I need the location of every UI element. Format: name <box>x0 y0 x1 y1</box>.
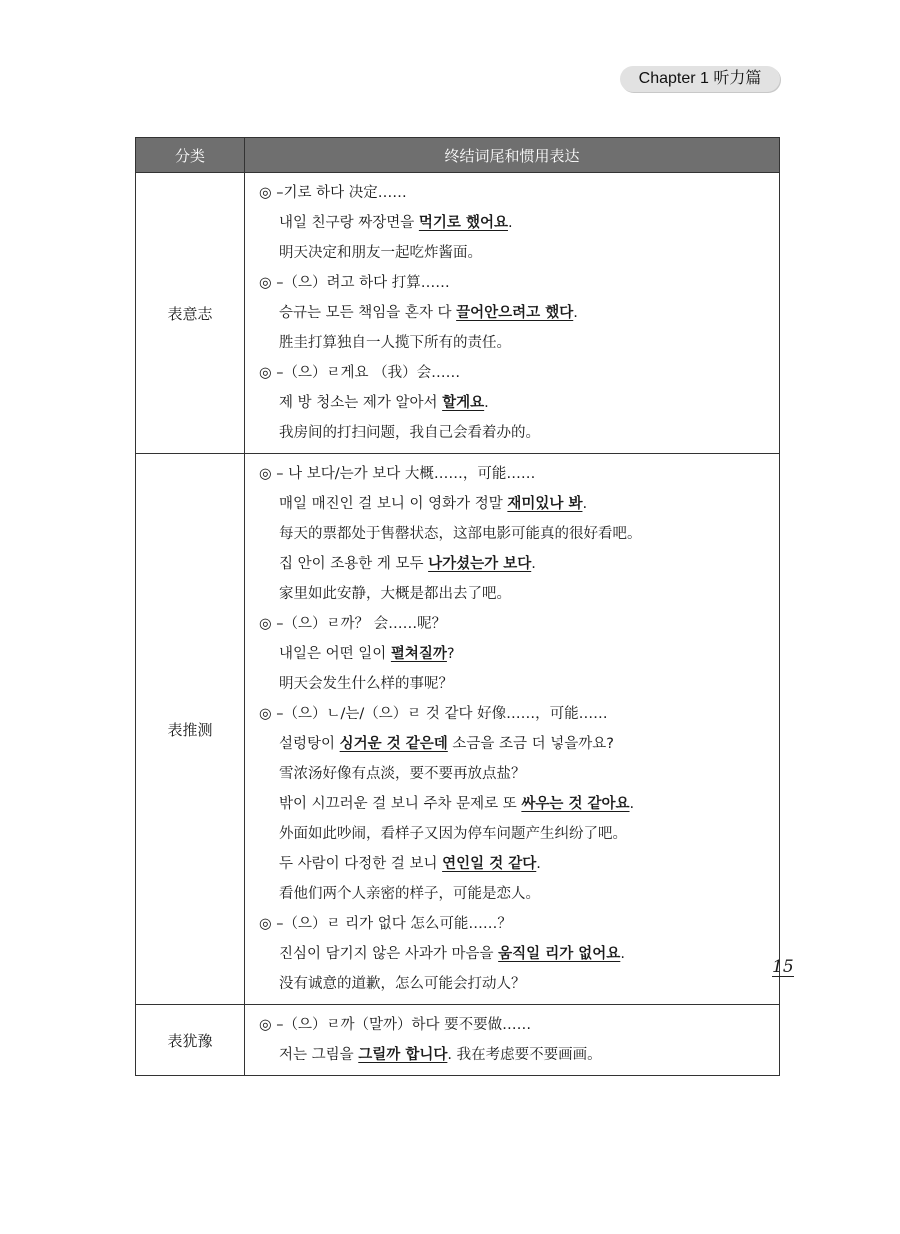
table-row <box>136 173 780 454</box>
example-line <box>259 639 769 669</box>
example-text-tail: . <box>582 496 588 512</box>
example-text-tail: ? <box>446 646 455 662</box>
highlighted-expression: 그릴까 합니다 <box>358 1047 448 1063</box>
example-text: 매일 매진인 걸 보니 이 영화가 정말 <box>279 496 508 512</box>
highlighted-expression: 연인일 것 같다 <box>442 856 537 872</box>
example-text: 每天的票都处于售罄状态，这部电影可能真的很好看吧。 <box>279 526 642 542</box>
example-text-tail: . 我在考虑要不要画画。 <box>447 1047 602 1063</box>
highlighted-expression: 움직일 리가 없어요 <box>498 946 621 962</box>
example-text: 진심이 담기지 않은 사과가 마음을 <box>279 946 499 962</box>
example-text-tail: . <box>507 215 513 231</box>
example-line <box>259 849 769 879</box>
example-line <box>259 238 769 268</box>
example-text: 明天决定和朋友一起吃炸酱面。 <box>279 245 482 261</box>
example-text: 저는 그림을 <box>279 1047 359 1063</box>
example-line <box>259 519 769 549</box>
example-text-tail: . <box>531 556 536 572</box>
highlighted-expression: 싱거운 것 같은데 <box>339 736 448 752</box>
pattern-line: ◎ –（으）ㄹ게요 （我）会…… <box>259 365 461 381</box>
example-text: 明天会发生什么样的事呢？ <box>279 676 453 692</box>
highlighted-expression: 먹기로 했어요 <box>418 215 508 231</box>
example-line <box>259 549 769 579</box>
example-line <box>259 298 769 328</box>
example-text: 승규는 모든 책임을 혼자 다 <box>279 305 457 321</box>
grammar-table <box>135 137 780 1076</box>
category-cell: 表犹豫 <box>136 1005 245 1076</box>
example-text: 没有诚意的道歉，怎么可能会打动人？ <box>279 976 526 992</box>
example-text: 제 방 청소는 제가 알아서 <box>279 395 443 411</box>
example-text: 我房间的打扫问题，我自己会看着办的。 <box>279 425 540 441</box>
table-body <box>136 173 780 1076</box>
example-text: 설렁탕이 <box>279 736 340 752</box>
example-text-tail: . <box>620 946 625 962</box>
category-cell: 表意志 <box>136 173 245 454</box>
example-text: 집 안이 조용한 게 모두 <box>279 556 429 572</box>
example-text-tail: . <box>536 856 541 872</box>
example-text: 밖이 시끄러운 걸 보니 주차 문제로 또 <box>279 796 522 812</box>
example-line <box>259 879 769 909</box>
example-line <box>259 579 769 609</box>
pattern-line: ◎ –（으）ㄹ까（말까）하다 要不要做…… <box>259 1017 532 1033</box>
example-line <box>259 489 769 519</box>
example-text: 看他们两个人亲密的样子，可能是恋人。 <box>279 886 540 902</box>
pattern-line: ◎ –（으）ㄹ 리가 없다 怎么可能……？ <box>259 916 512 932</box>
example-text-tail: . <box>629 796 635 812</box>
table-row <box>136 454 780 1005</box>
example-text: 外面如此吵闹，看样子又因为停车问题产生纠纷了吧。 <box>279 826 627 842</box>
highlighted-expression: 펼쳐질까 <box>390 646 447 662</box>
pattern-line: ◎ –기로 하다 决定…… <box>259 185 407 201</box>
example-line <box>259 819 769 849</box>
example-line <box>259 969 769 999</box>
example-text: 내일은 어떤 일이 <box>279 646 391 662</box>
table-header-row <box>136 138 780 173</box>
example-text-tail: . <box>573 305 578 321</box>
highlighted-expression: 할게요 <box>442 395 485 411</box>
page-number: 15 <box>772 957 794 977</box>
example-line <box>259 328 769 358</box>
example-line <box>259 729 769 759</box>
expressions-cell <box>245 1005 780 1076</box>
pattern-line: ◎ – 나 보다/는가 보다 大概……，可能…… <box>259 466 536 482</box>
chapter-header-tag: Chapter 1 听力篇 <box>620 66 780 92</box>
example-line <box>259 388 769 418</box>
pattern-line: ◎ –（으）ㄴ/는/（으）ㄹ 것 같다 好像……，可能…… <box>259 706 608 722</box>
example-text: 내일 친구랑 짜장면을 <box>279 215 419 231</box>
example-text-tail: 소금을 조금 더 넣을까요? <box>447 736 614 752</box>
table-row <box>136 1005 780 1076</box>
expressions-cell <box>245 173 780 454</box>
pattern-line: ◎ –（으）ㄹ까？ 会……呢？ <box>259 616 447 632</box>
example-text: 胜圭打算独自一人揽下所有的责任。 <box>279 335 511 351</box>
pattern-line: ◎ –（으）려고 하다 打算…… <box>259 275 450 291</box>
example-text-tail: . <box>484 395 489 411</box>
example-line <box>259 789 769 819</box>
column-header-expressions: 终结词尾和惯用表达 <box>245 138 780 173</box>
example-line <box>259 208 769 238</box>
column-header-category: 分类 <box>136 138 245 173</box>
example-line <box>259 939 769 969</box>
highlighted-expression: 끌어안으려고 했다 <box>456 305 574 321</box>
example-line <box>259 1040 769 1070</box>
category-cell: 表推测 <box>136 454 245 1005</box>
expressions-cell <box>245 454 780 1005</box>
highlighted-expression: 나가셨는가 보다 <box>428 556 532 572</box>
example-line <box>259 418 769 448</box>
highlighted-expression: 재미있나 봐 <box>507 496 583 512</box>
example-line <box>259 669 769 699</box>
example-text: 家里如此安静，大概是都出去了吧。 <box>279 586 511 602</box>
example-line <box>259 759 769 789</box>
example-text: 두 사람이 다정한 걸 보니 <box>279 856 443 872</box>
highlighted-expression: 싸우는 것 같아요 <box>521 796 630 812</box>
example-text: 雪浓汤好像有点淡，要不要再放点盐？ <box>279 766 526 782</box>
